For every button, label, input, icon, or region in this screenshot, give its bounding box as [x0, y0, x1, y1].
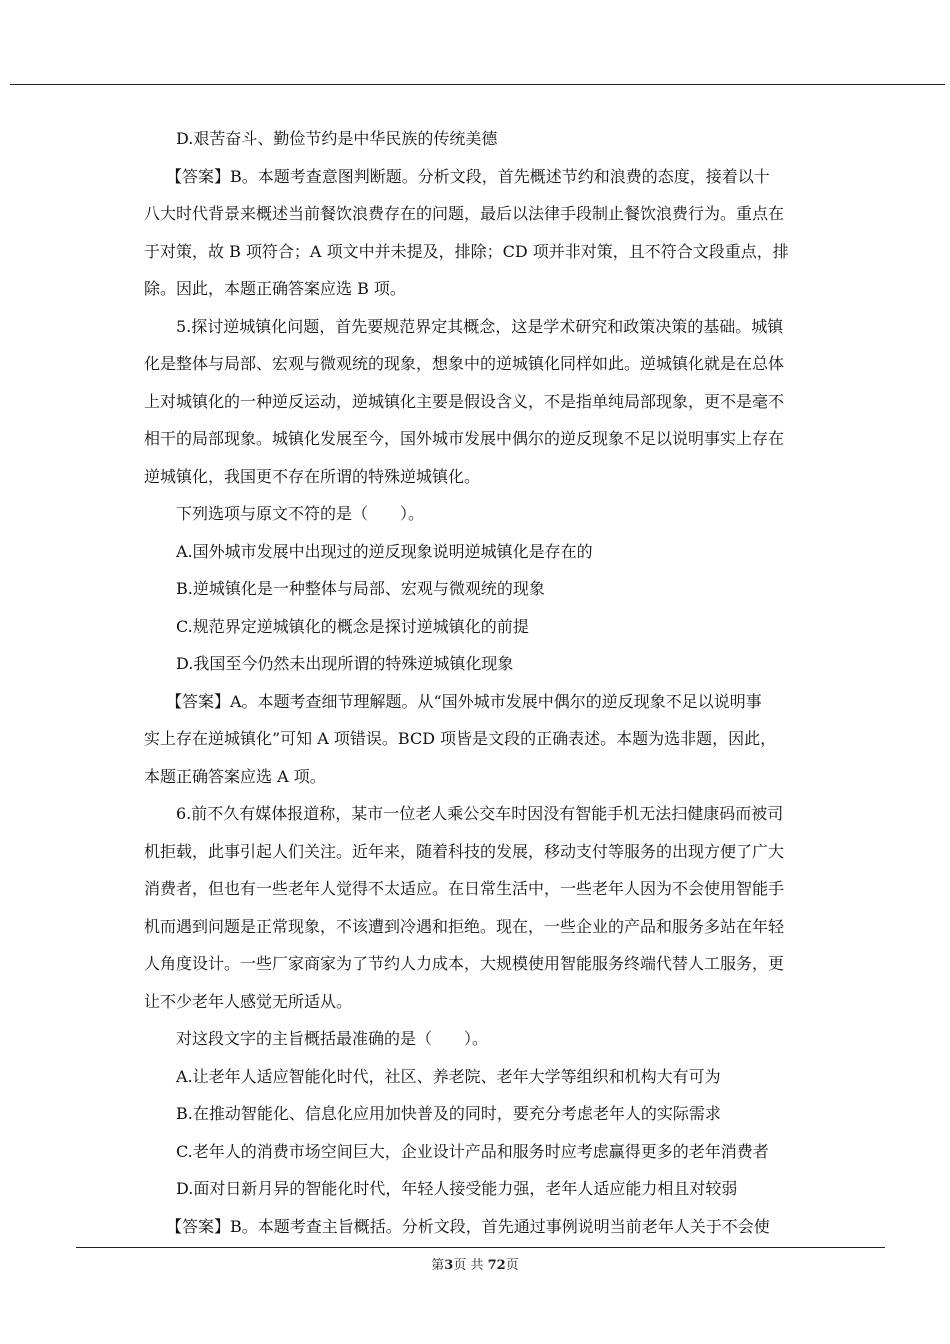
question-6-line-2: 机拒载，此事引起人们关注。近年来，随着科技的发展，移动支付等服务的出现方便了广大: [144, 841, 785, 861]
answer-4-line-2: 八大时代背景来概述当前餐饮浪费存在的问题，最后以法律手段制止餐饮浪费行为。重点在: [144, 204, 785, 223]
question-6-line-1: 6.前不久有媒体报道称，某市一位老人乘公交车时因没有智能手机无法扫健康码而被司: [176, 804, 784, 823]
footer-middle: 页 共: [453, 1258, 488, 1273]
question-6-option-a: A.让老年人适应智能化时代，社区、养老院、老年大学等组织和机构大有可为: [176, 1066, 721, 1086]
question-6-line-4: 机而遇到问题是正常现象，不该遭到冷遇和拒绝。现在，一些企业的产品和服务多站在年轻: [144, 916, 785, 936]
question-5-prompt: 下列选项与原文不符的是（ ）。: [176, 504, 425, 523]
question-5-line-2: 化是整体与局部、宏观与微观统的现象，想象中的逆城镇化同样如此。逆城镇化就是在总体: [144, 354, 785, 373]
question-6-prompt: 对这段文字的主旨概括最准确的是（ ）。: [176, 1029, 489, 1048]
footer-rule: [76, 1247, 885, 1248]
current-page-number: 3: [444, 1258, 454, 1273]
question-5-option-d: D.我国至今仍然未出现所谓的特殊逆城镇化现象: [176, 654, 514, 673]
footer-prefix: 第: [431, 1258, 445, 1273]
header-rule: [10, 84, 945, 85]
answer-5-line-3: 本题正确答案应选 A 项。: [144, 766, 326, 786]
question-6-option-c: C.老年人的消费市场空间巨大，企业设计产品和服务时应考虑赢得更多的老年消费者: [176, 1141, 769, 1161]
question-5-option-c: C.规范界定逆城镇化的概念是探讨逆城镇化的前提: [176, 616, 529, 636]
question-6-line-5: 人角度设计。一些厂家商家为了节约人力成本，大规模使用智能服务终端代替人工服务，更: [144, 954, 785, 973]
answer-5-line-2: 实上存在逆城镇化”可知 A 项错误。BCD 项皆是文段的正确表述。本题为选非题，因此，: [144, 729, 777, 748]
question-6-option-b: B.在推动智能化、信息化应用加快普及的同时，要充分考虑老年人的实际需求: [176, 1104, 721, 1123]
question-5-option-b: B.逆城镇化是一种整体与局部、宏观与微观统的现象: [176, 579, 545, 598]
answer-4-line-1: 【答案】B。本题考查意图判断题。分析文段，首先概述节约和浪费的态度，接着以十: [166, 166, 770, 186]
option-d-prev: D.艰苦奋斗、勤俭节约是中华民族的传统美德: [176, 129, 498, 148]
question-6-line-3: 消费者，但也有一些老年人觉得不太适应。在日常生活中，一些老年人因为不会使用智能手: [144, 879, 785, 898]
question-5-option-a: A.国外城市发展中出现过的逆反现象说明逆城镇化是存在的: [176, 541, 593, 561]
question-5-line-1: 5.探讨逆城镇化问题，首先要规范界定其概念，这是学术研究和政策决策的基础。城镇: [176, 316, 784, 336]
answer-4-line-3: 于对策，故 B 项符合；A 项文中并未提及，排除；CD 项并非对策，且不符合文段重点，排: [144, 241, 789, 261]
question-6-line-6: 让不少老年人感觉无所适从。: [144, 991, 353, 1011]
answer-6-line-1: 【答案】B。本题考查主旨概括。分析文段，首先通过事例说明当前老年人关于不会使: [166, 1216, 770, 1236]
page-footer: [0, 1256, 950, 1276]
total-page-count: 72: [487, 1258, 506, 1273]
document-body: [144, 120, 814, 1245]
question-5-line-4: 相干的局部现象。城镇化发展至今，国外城市发展中偶尔的逆反现象不足以说明事实上存在: [144, 429, 785, 448]
footer-suffix: 页: [505, 1258, 519, 1273]
question-5-line-3: 上对城镇化的一种逆反运动，逆城镇化主要是假设含义，不是指单纯局部现象，更不是毫不: [144, 391, 785, 411]
question-5-line-5: 逆城镇化，我国更不存在所谓的特殊逆城镇化。: [144, 466, 481, 486]
answer-4-line-4: 除。因此，本题正确答案应选 B 项。: [144, 279, 406, 298]
question-6-option-d: D.面对日新月异的智能化时代，年轻人接受能力强，老年人适应能力相且对较弱: [176, 1179, 738, 1198]
answer-5-line-1: 【答案】A。本题考查细节理解题。从“国外城市发展中偶尔的逆反现象不足以说明事: [166, 691, 762, 711]
